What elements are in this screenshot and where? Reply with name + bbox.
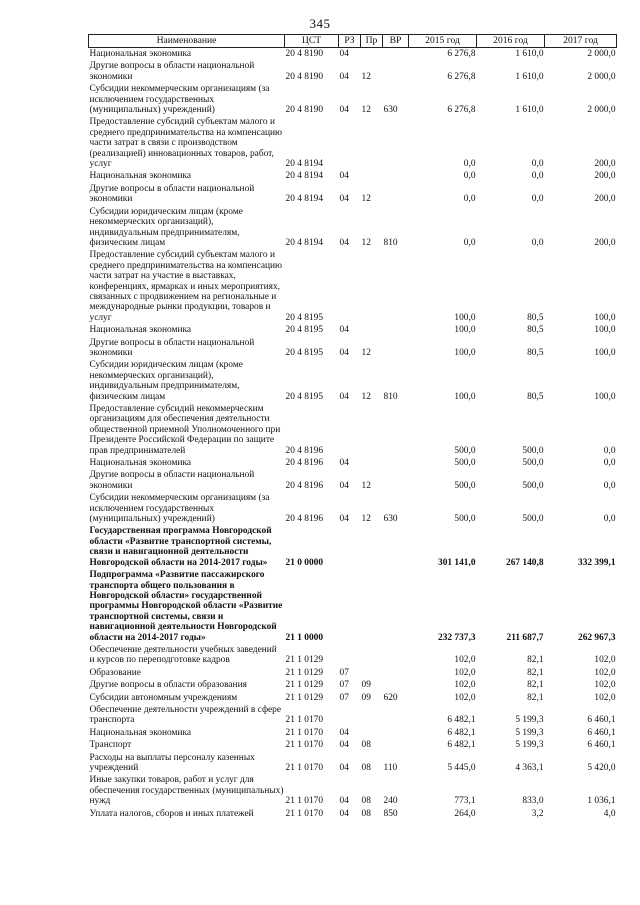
cell-name: Субсидии автономным учреждениям	[89, 692, 238, 703]
cell-2017: 0,0	[603, 458, 616, 469]
table-row	[89, 569, 617, 644]
cell-name: Государственная программа Новгородской области «Развитие транспортной системы, связи и навигационной деятельности Новгородской области на 2014-2017 годы»	[89, 526, 272, 568]
cell-pr	[361, 457, 383, 469]
header-cst: ЦСТ	[285, 35, 339, 48]
cell-name: Национальная экономика	[89, 49, 192, 59]
table-row	[89, 469, 617, 492]
cell-pr: 12	[361, 237, 371, 248]
cell-cst: 21 1 0129	[285, 680, 323, 691]
table-row	[89, 808, 617, 820]
cell-pr: 12	[361, 194, 371, 205]
cell-name: Национальная экономика	[89, 171, 192, 182]
header-vr: ВР	[383, 35, 409, 48]
cell-2016: 0,0	[531, 171, 544, 182]
table-row	[89, 774, 617, 807]
cell-2016: 82,1	[527, 655, 544, 666]
cell-2017: 102,0	[594, 692, 616, 703]
cell-pr: 12	[361, 480, 371, 491]
cell-name: Национальная экономика	[89, 458, 192, 469]
cell-name: Другие вопросы в области национальной экономики	[89, 337, 255, 358]
cell-2017: 0,0	[603, 445, 616, 456]
cell-2015: 0,0	[463, 237, 476, 248]
cell-pr	[361, 324, 383, 336]
cell-name: Другие вопросы в области национальной экономики	[89, 61, 255, 82]
cell-rz: 04	[339, 514, 349, 525]
cell-2017: 332 399,1	[578, 557, 616, 568]
cell-cst: 20 4 8194	[285, 237, 323, 248]
cell-name: Обеспечение деятельности учебных заведений и курсов по переподготовке кадров	[89, 644, 277, 666]
cell-name: Субсидии юридическим лицам (кроме некоммерческих организаций), индивидуальным предпринимателям, физическим лицам	[89, 206, 243, 248]
table-row	[89, 403, 617, 457]
cell-2015: 500,0	[454, 514, 476, 525]
cell-2015: 6 482,1	[447, 727, 476, 738]
cell-name: Предоставление субсидий субъектам малого и среднего предпринимательства на компенсацию части затрат на участие в выставках, конференциях, ярмарках и иных мероприятиях, связанных с продвижением на региональные и международные рынки продукции, товаров и услуг	[89, 250, 283, 323]
cell-rz: 04	[339, 458, 349, 469]
cell-2015: 264,0	[454, 808, 476, 819]
cell-rz	[339, 249, 361, 324]
cell-cst: 21 1 0129	[285, 655, 323, 666]
cell-cst: 20 4 8190	[285, 71, 323, 82]
cell-cst: 21 1 0170	[285, 740, 323, 751]
cell-2017: 2 000,0	[587, 105, 616, 116]
cell-cst: 21 1 0170	[285, 808, 323, 819]
cell-2015: 6 276,8	[447, 71, 476, 82]
cell-2016: 1 610,0	[515, 105, 544, 116]
header-2015: 2015 год	[409, 35, 477, 48]
cell-2017: 100,0	[594, 391, 616, 402]
cell-2015: 100,0	[454, 325, 476, 336]
cell-pr	[361, 704, 383, 727]
cell-pr	[361, 667, 383, 679]
cell-name: Уплата налогов, сборов и иных платежей	[89, 808, 254, 819]
cell-2016: 82,1	[527, 692, 544, 703]
cell-rz: 04	[339, 171, 349, 182]
cell-2017: 102,0	[594, 655, 616, 666]
cell-cst: 21 1 0170	[285, 763, 323, 773]
table-row	[89, 359, 617, 403]
cell-rz: 04	[339, 796, 349, 807]
cell-2017: 102,0	[594, 667, 616, 678]
cell-vr	[383, 525, 409, 569]
cell-pr	[361, 727, 383, 739]
cell-vr	[383, 644, 409, 667]
cell-vr	[383, 48, 409, 61]
cell-vr	[383, 679, 409, 691]
cell-rz: 04	[339, 105, 349, 116]
table-row	[89, 183, 617, 206]
cell-cst: 21 1 0129	[285, 692, 323, 703]
cell-rz: 04	[339, 237, 349, 248]
table-row	[89, 457, 617, 469]
table-row	[89, 727, 617, 739]
table-row	[89, 206, 617, 250]
cell-2017: 2 000,0	[587, 49, 616, 59]
cell-vr	[383, 469, 409, 492]
cell-name: Предоставление субсидий некоммерческим организациям для обеспечения деятельности общественной приемной Уполномоченного при Президенте Российской Федерации по защите прав предпринимателей	[89, 404, 281, 456]
cell-vr	[383, 183, 409, 206]
header-2016: 2016 год	[477, 35, 545, 48]
cell-cst: 20 4 8196	[285, 445, 323, 456]
cell-name: Подпрограмма «Развитие пассажирского транспорта общего пользования в Новгородской области» государственной программы Новгородской области «Развитие транспортной системы, связи и навигационной деятельности Новгородской области на 2014-2017 годы»	[89, 570, 283, 643]
cell-cst: 20 4 8194	[285, 159, 323, 170]
cell-2017: 6 460,1	[587, 740, 616, 751]
cell-2015: 301 141,0	[438, 557, 476, 568]
cell-2015: 102,0	[454, 667, 476, 678]
cell-rz: 04	[339, 740, 349, 751]
cell-rz: 04	[339, 347, 349, 358]
cell-name: Транспорт	[89, 740, 132, 751]
cell-vr	[383, 249, 409, 324]
cell-vr: 850	[383, 808, 398, 819]
cell-vr: 630	[383, 105, 398, 116]
cell-pr	[361, 525, 383, 569]
cell-name: Предоставление субсидий субъектам малого и среднего предпринимательства на компенсацию части затрат в связи с производством (реализацией) инновационных товаров, работ, услуг	[89, 117, 283, 170]
cell-cst: 21 1 0170	[285, 796, 323, 807]
cell-cst: 20 4 8196	[285, 458, 323, 469]
cell-2016: 500,0	[522, 458, 544, 469]
cell-2017: 6 460,1	[587, 715, 616, 726]
header-pr: Пр	[361, 35, 383, 48]
cell-cst: 21 0 0000	[285, 557, 323, 568]
cell-2016: 833,0	[522, 796, 544, 807]
cell-vr: 810	[383, 237, 398, 248]
cell-2016: 80,5	[527, 312, 544, 323]
cell-2017: 6 460,1	[587, 727, 616, 738]
cell-2015: 6 276,8	[447, 105, 476, 116]
cell-2015: 100,0	[454, 347, 476, 358]
cell-2016: 80,5	[527, 347, 544, 358]
cell-cst: 20 4 8196	[285, 514, 323, 525]
cell-name: Образование	[89, 667, 141, 678]
cell-rz: 07	[339, 692, 349, 703]
header-2017: 2017 год	[545, 35, 617, 48]
cell-2015: 500,0	[454, 445, 476, 456]
cell-2015: 5 445,0	[447, 763, 476, 773]
cell-2016: 500,0	[522, 480, 544, 491]
cell-2015: 6 482,1	[447, 715, 476, 726]
cell-2015: 773,1	[454, 796, 476, 807]
cell-2015: 100,0	[454, 391, 476, 402]
cell-cst: 20 4 8195	[285, 391, 323, 402]
cell-rz: 04	[339, 727, 349, 738]
cell-pr	[361, 249, 383, 324]
cell-pr	[361, 403, 383, 457]
cell-2016: 0,0	[531, 237, 544, 248]
cell-2017: 0,0	[603, 514, 616, 525]
cell-rz: 04	[339, 480, 349, 491]
cell-cst: 21 1 0000	[285, 632, 323, 643]
table-row	[89, 48, 617, 61]
cell-cst: 20 4 8195	[285, 325, 323, 336]
cell-rz: 04	[339, 808, 349, 819]
table-row	[89, 692, 617, 704]
cell-2016: 82,1	[527, 680, 544, 691]
cell-rz: 04	[339, 194, 349, 205]
cell-2016: 0,0	[531, 159, 544, 170]
cell-pr: 12	[361, 514, 371, 525]
cell-vr: 240	[383, 796, 398, 807]
cell-2015: 0,0	[463, 171, 476, 182]
cell-vr	[383, 704, 409, 727]
cell-2016: 5 199,3	[515, 715, 544, 726]
cell-rz	[339, 525, 361, 569]
cell-2015: 232 737,3	[438, 632, 476, 643]
cell-name: Субсидии юридическим лицам (кроме некоммерческих организаций), индивидуальным предпринимателям, физическим лицам	[89, 360, 243, 402]
cell-rz	[339, 644, 361, 667]
cell-vr	[383, 569, 409, 644]
cell-vr	[383, 170, 409, 182]
cell-2016: 80,5	[527, 391, 544, 402]
cell-2016: 267 140,8	[506, 557, 544, 568]
cell-pr	[361, 170, 383, 182]
cell-2017: 200,0	[594, 194, 616, 205]
cell-rz: 07	[339, 667, 349, 678]
cell-rz	[339, 116, 361, 170]
cell-2017: 200,0	[594, 237, 616, 248]
cell-2015: 100,0	[454, 312, 476, 323]
table-row	[89, 249, 617, 324]
header-name: Наименование	[89, 35, 285, 48]
cell-cst: 20 4 8195	[285, 312, 323, 323]
cell-pr: 08	[361, 763, 371, 773]
cell-vr: 110	[383, 763, 398, 773]
table-row	[89, 679, 617, 691]
cell-2017: 100,0	[594, 347, 616, 358]
cell-2016: 5 199,3	[515, 740, 544, 751]
cell-rz	[339, 403, 361, 457]
table-row	[89, 667, 617, 679]
cell-cst: 20 4 8195	[285, 347, 323, 358]
cell-pr: 12	[361, 71, 371, 82]
cell-name: Другие вопросы в области национальной экономики	[89, 183, 255, 205]
cell-cst: 20 4 8194	[285, 171, 323, 182]
cell-2016: 500,0	[522, 445, 544, 456]
cell-cst: 20 4 8194	[285, 194, 323, 205]
table-row	[89, 739, 617, 751]
cell-pr: 12	[361, 105, 371, 116]
cell-2017: 200,0	[594, 159, 616, 170]
table-row	[89, 752, 617, 775]
cell-pr: 08	[361, 808, 371, 819]
cell-cst: 21 1 0170	[285, 715, 323, 726]
cell-pr	[361, 116, 383, 170]
cell-vr: 630	[383, 514, 398, 525]
cell-2015: 0,0	[463, 194, 476, 205]
cell-2015: 102,0	[454, 655, 476, 666]
cell-2016: 82,1	[527, 667, 544, 678]
cell-2015: 6 276,8	[447, 49, 476, 59]
table-row	[89, 704, 617, 727]
cell-2017: 262 967,3	[578, 632, 616, 643]
table-header	[89, 35, 617, 48]
cell-2016: 3,2	[531, 808, 544, 819]
cell-pr: 08	[361, 796, 371, 807]
cell-vr: 620	[383, 692, 398, 703]
cell-cst: 21 1 0129	[285, 667, 323, 678]
cell-name: Национальная экономика	[89, 727, 192, 738]
header-rz: РЗ	[339, 35, 361, 48]
cell-rz	[339, 569, 361, 644]
cell-2016: 1 610,0	[515, 49, 544, 59]
table-body	[89, 48, 617, 821]
table-row	[89, 644, 617, 667]
cell-pr: 08	[361, 740, 371, 751]
cell-2016: 500,0	[522, 514, 544, 525]
cell-vr	[383, 667, 409, 679]
cell-2016: 1 610,0	[515, 71, 544, 82]
table-row	[89, 170, 617, 182]
cell-vr	[383, 727, 409, 739]
cell-2017: 2 000,0	[587, 71, 616, 82]
cell-vr	[383, 337, 409, 360]
cell-2017: 1 036,1	[587, 796, 616, 807]
cell-rz: 04	[339, 49, 349, 59]
cell-rz: 04	[339, 325, 349, 336]
cell-2016: 211 687,7	[506, 632, 544, 643]
cell-2015: 0,0	[463, 159, 476, 170]
cell-2017: 200,0	[594, 171, 616, 182]
cell-name: Обеспечение деятельности учреждений в сфере транспорта	[89, 704, 282, 726]
cell-rz: 04	[339, 71, 349, 82]
cell-pr: 12	[361, 391, 371, 402]
page-number: 345	[309, 16, 331, 31]
cell-vr	[383, 739, 409, 751]
cell-2017: 0,0	[603, 480, 616, 491]
cell-vr	[383, 116, 409, 170]
budget-table	[88, 34, 617, 820]
table-row	[89, 83, 617, 116]
cell-vr	[383, 403, 409, 457]
cell-cst: 21 1 0170	[285, 727, 323, 738]
table-row	[89, 324, 617, 336]
cell-pr	[361, 48, 383, 61]
cell-cst: 20 4 8190	[285, 105, 323, 116]
cell-vr	[383, 457, 409, 469]
cell-2017: 5 420,0	[587, 763, 616, 773]
cell-2016: 4 363,1	[515, 763, 544, 773]
cell-name: Расходы на выплаты персоналу казенных учреждений	[89, 752, 255, 773]
cell-2015: 6 482,1	[447, 740, 476, 751]
cell-2016: 5 199,3	[515, 727, 544, 738]
cell-pr: 12	[361, 347, 371, 358]
cell-2016: 80,5	[527, 325, 544, 336]
cell-2015: 102,0	[454, 680, 476, 691]
cell-rz: 07	[339, 680, 349, 691]
cell-name: Субсидии некоммерческим организациям (за исключением государственных (муниципальных) учреждений)	[89, 84, 270, 116]
table-row	[89, 492, 617, 525]
table-row	[89, 60, 617, 83]
cell-2016: 0,0	[531, 194, 544, 205]
cell-pr: 09	[361, 680, 371, 691]
cell-name: Субсидии некоммерческим организациям (за исключением государственных (муниципальных) учреждений)	[89, 493, 270, 525]
cell-vr: 810	[383, 391, 398, 402]
cell-rz	[339, 704, 361, 727]
cell-2015: 102,0	[454, 692, 476, 703]
cell-rz: 04	[339, 763, 349, 773]
cell-cst: 20 4 8190	[285, 49, 323, 59]
cell-name: Другие вопросы в области образования	[89, 680, 247, 691]
cell-2017: 4,0	[603, 808, 616, 819]
cell-pr	[361, 644, 383, 667]
cell-2017: 100,0	[594, 325, 616, 336]
cell-name: Другие вопросы в области национальной экономики	[89, 470, 255, 491]
table-row	[89, 337, 617, 360]
cell-cst: 20 4 8196	[285, 480, 323, 491]
table-row	[89, 116, 617, 170]
cell-rz: 04	[339, 391, 349, 402]
cell-2017: 102,0	[594, 680, 616, 691]
cell-2015: 500,0	[454, 480, 476, 491]
cell-2017: 100,0	[594, 312, 616, 323]
cell-pr: 09	[361, 692, 371, 703]
cell-name: Иные закупки товаров, работ и услуг для обеспечения государственных (муниципальных) нужд	[89, 775, 284, 807]
table-row	[89, 525, 617, 569]
cell-vr	[383, 324, 409, 336]
cell-2015: 500,0	[454, 458, 476, 469]
cell-vr	[383, 60, 409, 83]
cell-name: Национальная экономика	[89, 325, 192, 336]
cell-pr	[361, 569, 383, 644]
